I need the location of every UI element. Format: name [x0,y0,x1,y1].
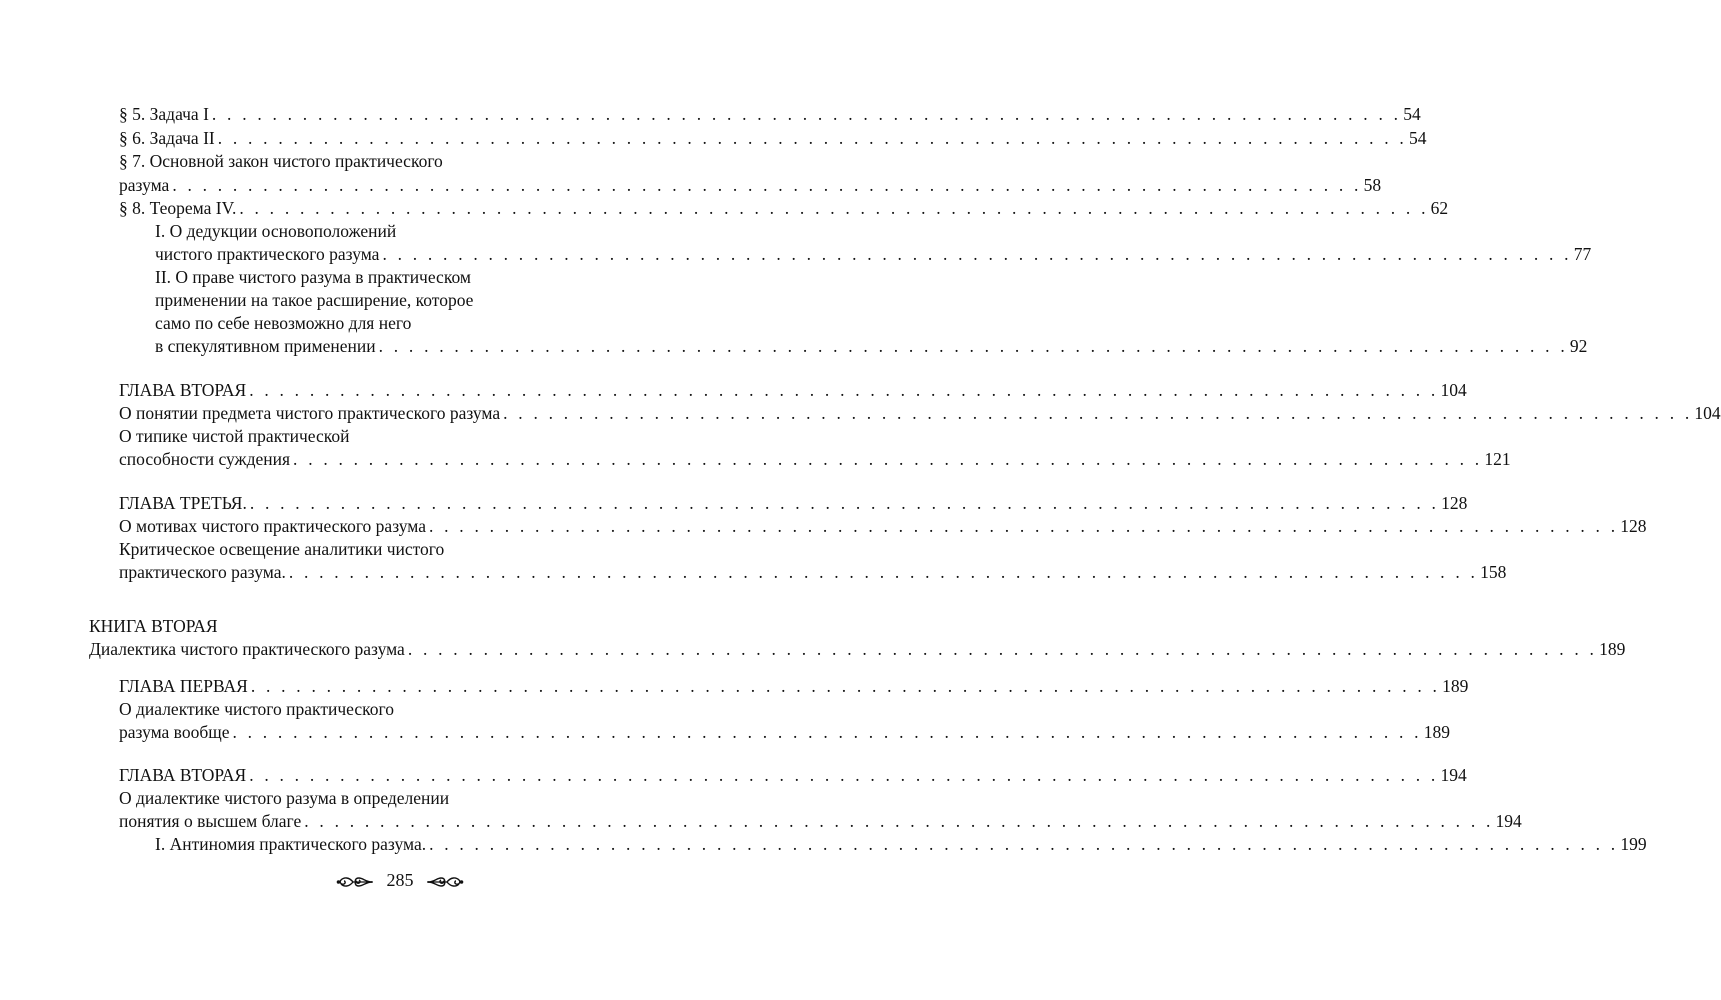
toc-chapter-heading [119,379,1467,401]
toc-entry-page: 189 [1442,676,1469,696]
toc-entry-title: применении на такое расширение, которое [155,290,474,310]
dot-leader: . . . . . . . . . . . . . . . . . . . . . . . . . . . . . . . . . . . . . . . . . . . . . . . . . . . . . . . . . . . . . . . . . . . . . . . . . . . . . . . [239,198,1429,218]
toc-entry-page: 194 [1440,765,1467,785]
fleuron-left-icon [336,873,374,891]
toc-entry-title: § 5. Задача I [119,104,209,124]
toc-entry [155,312,661,334]
dot-leader: . . . . . . . . . . . . . . . . . . . . . . . . . . . . . . . . . . . . . . . . . . . . . . . . . . . . . . . . . . . . . . . . . . . . . . . . . . . . . . . [249,765,1439,785]
toc-entry-page: 128 [1441,493,1468,513]
dot-leader: . . . . . . . . . . . . . . . . . . . . . . . . . . . . . . . . . . . . . . . . . . . . . . . . . . . . . . . . . . . . . . . . . . . . . . . . . . . . . . . [382,244,1572,264]
toc-entry-page: 92 [1569,336,1588,356]
toc-entry-title: II. О праве чистого разума в практическом [155,267,471,287]
toc-entry-title: ГЛАВА ТРЕТЬЯ. [119,493,247,513]
dot-leader: . . . . . . . . . . . . . . . . . . . . . . . . . . . . . . . . . . . . . . . . . . . . . . . . . . . . . . . . . . . . . . . . . . . . . . . . . . . . . . . [304,811,1494,831]
dot-leader: . . . . . . . . . . . . . . . . . . . . . . . . . . . . . . . . . . . . . . . . . . . . . . . . . . . . . . . . . . . . . . . . . . . . . . . . . . . . . . . [378,336,1568,356]
toc-entry [155,220,661,242]
dot-leader: . . . . . . . . . . . . . . . . . . . . . . . . . . . . . . . . . . . . . . . . . . . . . . . . . . . . . . . . . . . . . . . . . . . . . . . . . . . . . . . [249,493,1440,513]
toc-entry [119,197,1449,219]
toc-entry-page: 58 [1363,175,1382,195]
toc-entry-title: Критическое освещение аналитики чистого [119,539,445,559]
toc-entry-title: I. Антиномия практического разума. [155,834,427,854]
toc-entry-title: понятия о высшем благе [119,811,302,831]
toc-entry-title: § 6. Задача II [119,128,215,148]
toc-entry [155,289,661,311]
toc-entry-title: О понятии предмета чистого практического разума [119,403,501,423]
dot-leader: . . . . . . . . . . . . . . . . . . . . . . . . . . . . . . . . . . . . . . . . . . . . . . . . . . . . . . . . . . . . . . . . . . . . . . . . . . . . . . . [249,380,1439,400]
fleuron-right-icon [426,873,464,891]
toc-entry-page: 62 [1430,198,1449,218]
toc-entry-title: ГЛАВА ВТОРАЯ [119,765,247,785]
dot-leader: . . . . . . . . . . . . . . . . . . . . . . . . . . . . . . . . . . . . . . . . . . . . . . . . . . . . . . . . . . . . . . . . . . . . . . . . . . . . . . . [232,722,1422,742]
toc-entry [119,721,1450,743]
dot-leader: . . . . . . . . . . . . . . . . . . . . . . . . . . . . . . . . . . . . . . . . . . . . . . . . . . . . . . . . . . . . . . . . . . . . . . . . . . . . . . . [293,449,1483,469]
toc-entry-title: § 7. Основной закон чистого практического [119,151,443,171]
dot-leader: . . . . . . . . . . . . . . . . . . . . . . . . . . . . . . . . . . . . . . . . . . . . . . . . . . . . . . . . . . . . . . . . . . . . . . . . . . . . . . . [288,562,1479,582]
toc-entry [155,266,661,288]
toc-entry-title: ГЛАВА ВТОРАЯ [119,380,247,400]
toc-entry [119,810,1522,832]
dot-leader: . . . . . . . . . . . . . . . . . . . . . . . . . . . . . . . . . . . . . . . . . . . . . . . . . . . . . . . . . . . . . . . . . . . . . . . . . . . . . . . [211,104,1402,124]
toc-entry [119,103,1421,125]
dot-leader: . . . . . . . . . . . . . . . . . . . . . . . . . . . . . . . . . . . . . . . . . . . . . . . . . . . . . . . . . . . . . . . . . . . . . . . . . . . . . . . [429,516,1619,536]
toc-entry-page: 54 [1409,128,1427,148]
toc-entry-page: 189 [1423,722,1450,742]
toc-entry-title: КНИГА ВТОРАЯ [89,616,218,636]
toc-entry-title: разума [119,175,170,195]
toc-entry [155,243,1592,265]
toc-chapter-heading [119,764,1467,786]
toc-entry-title: О мотивах чистого практического разума [119,516,426,536]
dot-leader: . . . . . . . . . . . . . . . . . . . . . . . . . . . . . . . . . . . . . . . . . . . . . . . . . . . . . . . . . . . . . . . . . . . . . . . . . . . . . . . [429,834,1619,854]
toc-chapter-heading [119,675,1469,697]
toc-entry [119,425,661,447]
toc-entry [119,787,661,809]
toc-entry-title: в спекулятивном применении [155,336,376,356]
toc-entry [119,561,1507,583]
toc-chapter-heading [119,492,1468,514]
toc-entry-title: О диалектике чистого практического [119,699,394,719]
toc-entry-page: 189 [1599,639,1626,659]
toc-entry-page: 121 [1484,449,1511,469]
page-number: 285 [386,870,414,890]
toc-entry [119,150,661,172]
toc-entry-title: чистого практического разума [155,244,380,264]
dot-leader: . . . . . . . . . . . . . . . . . . . . . . . . . . . . . . . . . . . . . . . . . . . . . . . . . . . . . . . . . . . . . . . . . . . . . . . . . . . . . . . [172,175,1362,195]
toc-entry [155,833,1647,855]
dot-leader: . . . . . . . . . . . . . . . . . . . . . . . . . . . . . . . . . . . . . . . . . . . . . . . . . . . . . . . . . . . . . . . . . . . . . . . . . . . . . . . [250,676,1441,696]
toc-entry-page: 104 [1440,380,1467,400]
toc-entry-page: 128 [1620,516,1647,536]
toc-entry-title: ГЛАВА ПЕРВАЯ [119,676,248,696]
toc-entry-title: О типике чистой практической [119,426,350,446]
toc-entry-title: I. О дедукции основоположений [155,221,397,241]
toc-entry-title: практического разума. [119,562,286,582]
toc-entry [119,515,1647,537]
toc-entry [89,638,1626,660]
toc-entry-title: разума вообще [119,722,230,742]
toc-entry-page: 77 [1573,244,1592,264]
toc-entry [119,538,661,560]
toc-entry [119,174,1382,196]
toc-entry [119,698,661,720]
toc-entry-page: 54 [1403,104,1421,124]
toc-entry-title: О диалектике чистого разума в определении [119,788,450,808]
dot-leader: . . . . . . . . . . . . . . . . . . . . . . . . . . . . . . . . . . . . . . . . . . . . . . . . . . . . . . . . . . . . . . . . . . . . . . . . . . . . . . . [503,403,1693,423]
toc-book-heading [89,615,661,637]
toc-entry-page: 158 [1480,562,1507,582]
toc-entry [119,448,1511,470]
toc-entry-title: способности суждения [119,449,291,469]
toc-entry-title: Диалектика чистого практического разума [89,639,405,659]
dot-leader: . . . . . . . . . . . . . . . . . . . . . . . . . . . . . . . . . . . . . . . . . . . . . . . . . . . . . . . . . . . . . . . . . . . . . . . . . . . . . . . [217,128,1408,148]
toc-entry [119,402,1721,424]
toc-entry-page: 199 [1620,834,1647,854]
dot-leader: . . . . . . . . . . . . . . . . . . . . . . . . . . . . . . . . . . . . . . . . . . . . . . . . . . . . . . . . . . . . . . . . . . . . . . . . . . . . . . . [407,639,1598,659]
toc-entry-title: § 8. Теорема IV. [119,198,237,218]
toc-entry-page: 104 [1694,403,1721,423]
toc-entry-title: само по себе невозможно для него [155,313,412,333]
toc-entry [119,127,1427,149]
toc-entry-page: 194 [1495,811,1522,831]
toc-entry [155,335,1588,357]
page-footer [0,868,800,892]
